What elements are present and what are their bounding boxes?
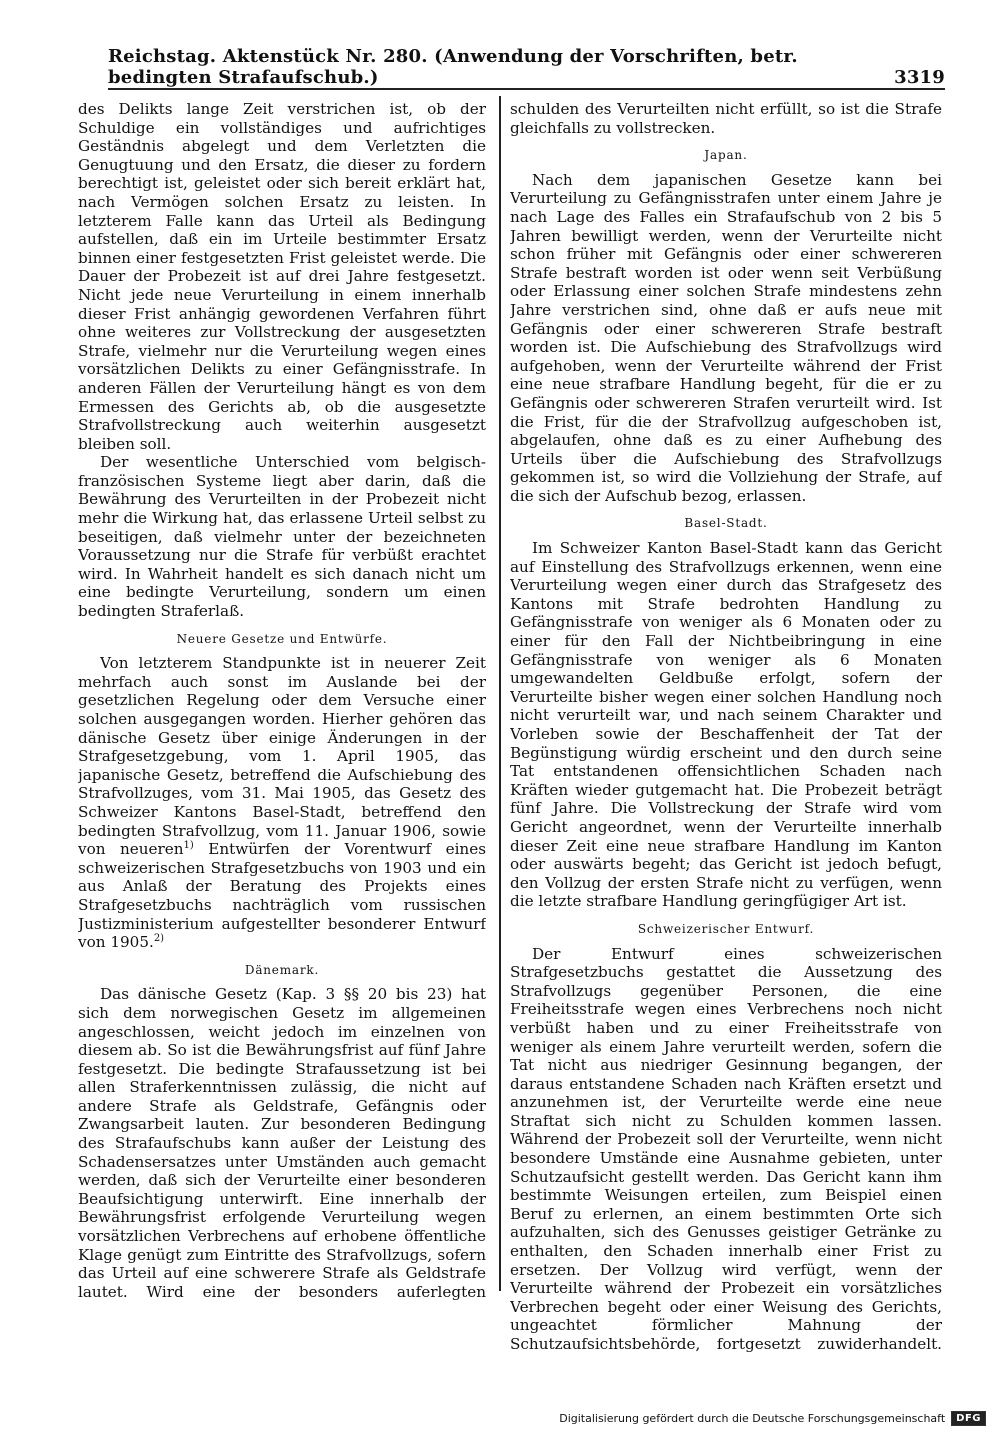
section-heading: Neuere Gesetze und Entwürfe. (176, 631, 388, 646)
paragraph-text: Entwürfen der Vorentwurf eines schweizerischen Strafgesetzbuchs von 1903 und ein aus Anlaß der Beratung des Projekts eines Strafgesetzbuchs nachträglich vom russischen Justizministerium aufgestellter besonderer Entwurf von 1905. (78, 840, 486, 952)
footnote-ref[interactable]: 1) (183, 840, 194, 852)
paragraph: Nach dem japanischen Gesetze kann bei Verurteilung zu Gefängnisstrafen unter einem Jahre je nach Lage des Falles ein Strafaufschub von 2 bis 5 Jahren bewilligt werden, wenn der Verurteilte nicht schon früher mit Gefängnis oder einer schwereren Strafe bestraft worden ist oder wenn seit Verbüßung oder Erlassung einer solchen Strafe mindestens zehn Jahre verstrichen sind, ohne daß er aufs neue mit Gefängnis oder einer schwereren Strafe bestraft worden ist. Die Aufschiebung des Strafvollzugs wird aufgehoben, wenn der Verurteilte während der Frist eine neue strafbare Handlung begeht, für die er zu Gefängnis oder schwereren Strafen verurteilt wird. Ist die Frist, für die der Strafvollzug aufgeschoben ist, abgelaufen, ohne daß es zu einer Aufhebung des Urteils über die Aufschiebung des Strafvollzugs gekommen ist, so wird die Vollziehung der Strafe, auf die sich der Aufschub bezog, erlassen. (510, 170, 942, 505)
section-heading: Dänemark. (244, 962, 320, 977)
paragraph: Das dänische Gesetz (Kap. 3 §§ 20 bis 23) hat sich dem norwegischen Gesetz im allgemeinen angeschlossen, weicht jedoch im einzelnen von diesem ab. So ist die Bewährungsfrist auf fünf Jahre festgesetzt. Die bedingte Strafaussetzung ist bei allen Straferkenntnissen zulässig, die nicht auf andere Strafe als Geldstrafe, Gefängnis oder Zwangsarbeit lauten. Zur besonderen Bedingung des Strafaufschubs kann außer der Leistung des Schadensersatzes unter Umständen auch gemacht werden, daß sich der Verurteilte einer besonderen Beaufsichtigung unterwirft. Eine innerhalb der Bewährungsfrist erfolgende Verurteilung wegen vorsätzlichen Verbrechens auf erhobene öffentliche Klage genügt zum Eintritte des Strafvollzugs, sofern das Urteil auf eine schwerere Strafe als Geldstrafe lautet. Wird eine der besonders auferlegten (78, 985, 486, 1300)
paragraph: Der wesentliche Unterschied vom belgisch-französischen Systeme liegt aber darin, daß die Bewährung des Verurteilten in der Probezeit nicht mehr die Wirkung hat, das erlassene Urteil selbst zu beseitigen, daß vielmehr unter der bezeichneten Voraussetzung nur die Strafe für verbüßt erachtet wird. In Wahrheit handelt es sich danach nicht um eine bedingte Verurteilung, sondern um einen bedingten Straferlaß. (78, 453, 486, 621)
paragraph (78, 654, 486, 952)
right-column (510, 100, 942, 1355)
section-heading: Japan. (704, 148, 748, 163)
paragraph: schulden des Verurteilten nicht erfüllt, so ist die Strafe gleichfalls zu vollstrecken. (510, 100, 942, 137)
page-number: 3319 (894, 67, 945, 88)
paragraph-text: Von letzterem Standpunkte ist in neuerer Zeit mehrfach auch sonst im Auslande bei der gesetzlichen Regelung oder dem Versuche einer solchen ausgegangen worden. Hierher gehören das dänische Gesetz über einige Änderungen in der Strafgesetzgebung, vom 1. April 1905, das japanische Gesetz, betreffend die Aufschiebung des Strafvollzuges, vom 31. Mai 1905, das Gesetz des Schweizer Kantons Basel-Stadt, betreffend den bedingten Strafvollzug, vom 11. Januar 1906, sowie von neueren (78, 654, 486, 859)
paragraph: Im Schweizer Kanton Basel-Stadt kann das Gericht auf Einstellung des Strafvollzugs erkennen, wenn eine Verurteilung wegen einer durch das Strafgesetz des Kantons mit Strafe bedrohten Handlung zu Gefängnisstrafe von weniger als 6 Monaten oder zu einer für den Fall der Nichtbeibringung in eine Gefängnisstrafe von weniger als 6 Monaten umgewandelten Geldbuße erfolgt, sofern der Verurteilte bisher wegen einer solchen Handlung noch nicht verurteilt war, und nach seinem Charakter und Vorleben sowie der Beschaffenheit der Tat der Begünstigung würdig erscheint und den durch seine Tat entstandenen offensichtlichen Schaden nach Kräften wieder gutgemacht hat. Die Probezeit beträgt fünf Jahre. Die Vollstreckung der Strafe wird vom Gericht angeordnet, wenn der Verurteilte innerhalb dieser Zeit eine neue strafbare Handlung im Kanton oder auswärts begeht; das Gericht ist jedoch befugt, den Vollzug der ersten Strafe nicht zu verfügen, wenn die letzte strafbare Handlung geringfügiger Art ist. (510, 539, 942, 911)
section-heading: Basel-Stadt. (684, 516, 768, 531)
running-header (108, 46, 945, 90)
left-column (78, 100, 486, 1300)
paragraph: Der Entwurf eines schweizerischen Strafgesetzbuchs gestattet die Aussetzung des Strafvollzugs gegenüber Personen, die eine Freiheitsstrafe wegen eines Verbrechens noch nicht verbüßt haben und zu einer Freiheitsstrafe von weniger als einem Jahre verurteilt werden, sofern die Tat nicht aus niedriger Gesinnung begangen, der daraus entstandene Schaden nach Kräften ersetzt und anzunehmen ist, der Verurteilte werde eine neue Straftat sich nicht zu Schulden kommen lassen. Während der Probezeit soll der Verurteilte, wenn nicht besondere Umstände eine Ausnahme gebieten, unter Schutzaufsicht gestellt werden. Das Gericht kann ihm bestimmte Weisungen erteilen, zum Beispiel einen Beruf zu erlernen, an einem bestimmten Orte sich aufzuhalten, sich des Genusses geistiger Getränke zu enthalten, den Schaden innerhalb einer Frist zu ersetzen. Der Vollzug wird verfügt, wenn der Verurteilte während der Probezeit ein vorsätzliches Verbrechen begeht oder einer Weisung des Gerichts, ungeachtet förmlicher Mahnung der Schutzaufsichtsbehörde, fortgesetzt zuwiderhandelt. (510, 944, 942, 1353)
footnote-ref[interactable]: 2) (153, 933, 165, 945)
column-divider (499, 96, 501, 1291)
digitization-credit (559, 1411, 986, 1426)
section-heading: Schweizerischer Entwurf. (637, 921, 815, 936)
paragraph: des Delikts lange Zeit verstrichen ist, ob der Schuldige ein vollständiges und aufrichtiges Geständnis abgelegt und dem Verletzten die Genugtuung und den Ersatz, die dieser zu fordern berechtigt ist, geleistet oder sich bereit erklärt hat, nach Vermögen solchen Ersatz zu leisten. In letzterem Falle kann das Urteil als Bedingung aufstellen, daß ein im Urteile bestimmter Ersatz binnen einer festgesetzten Frist geleistet werde. Die Dauer der Probezeit ist auf drei Jahre festgesetzt. Nicht jede neue Verurteilung in einem innerhalb dieser Frist anhängig gewordenen Verfahren führt ohne weiteres zur Vollstreckung der ausgesetzten Strafe, vielmehr nur die Verurteilung wegen eines vorsätzlichen Delikts zu einer Gefängnisstrafe. In anderen Fällen der Verurteilung hängt es von dem Ermessen des Gerichts ab, ob die ausgesetzte Strafvollstreckung auch weiterhin ausgesetzt bleiben soll. (78, 100, 486, 453)
credit-text: Digitalisierung gefördert durch die Deutsche Forschungsgemeinschaft (559, 1412, 946, 1425)
dfg-logo[interactable]: DFG (951, 1411, 986, 1426)
header-title: Reichstag. Aktenstück Nr. 280. (Anwendung der Vorschriften, betr. bedingten Strafaufschub.) (108, 46, 798, 88)
